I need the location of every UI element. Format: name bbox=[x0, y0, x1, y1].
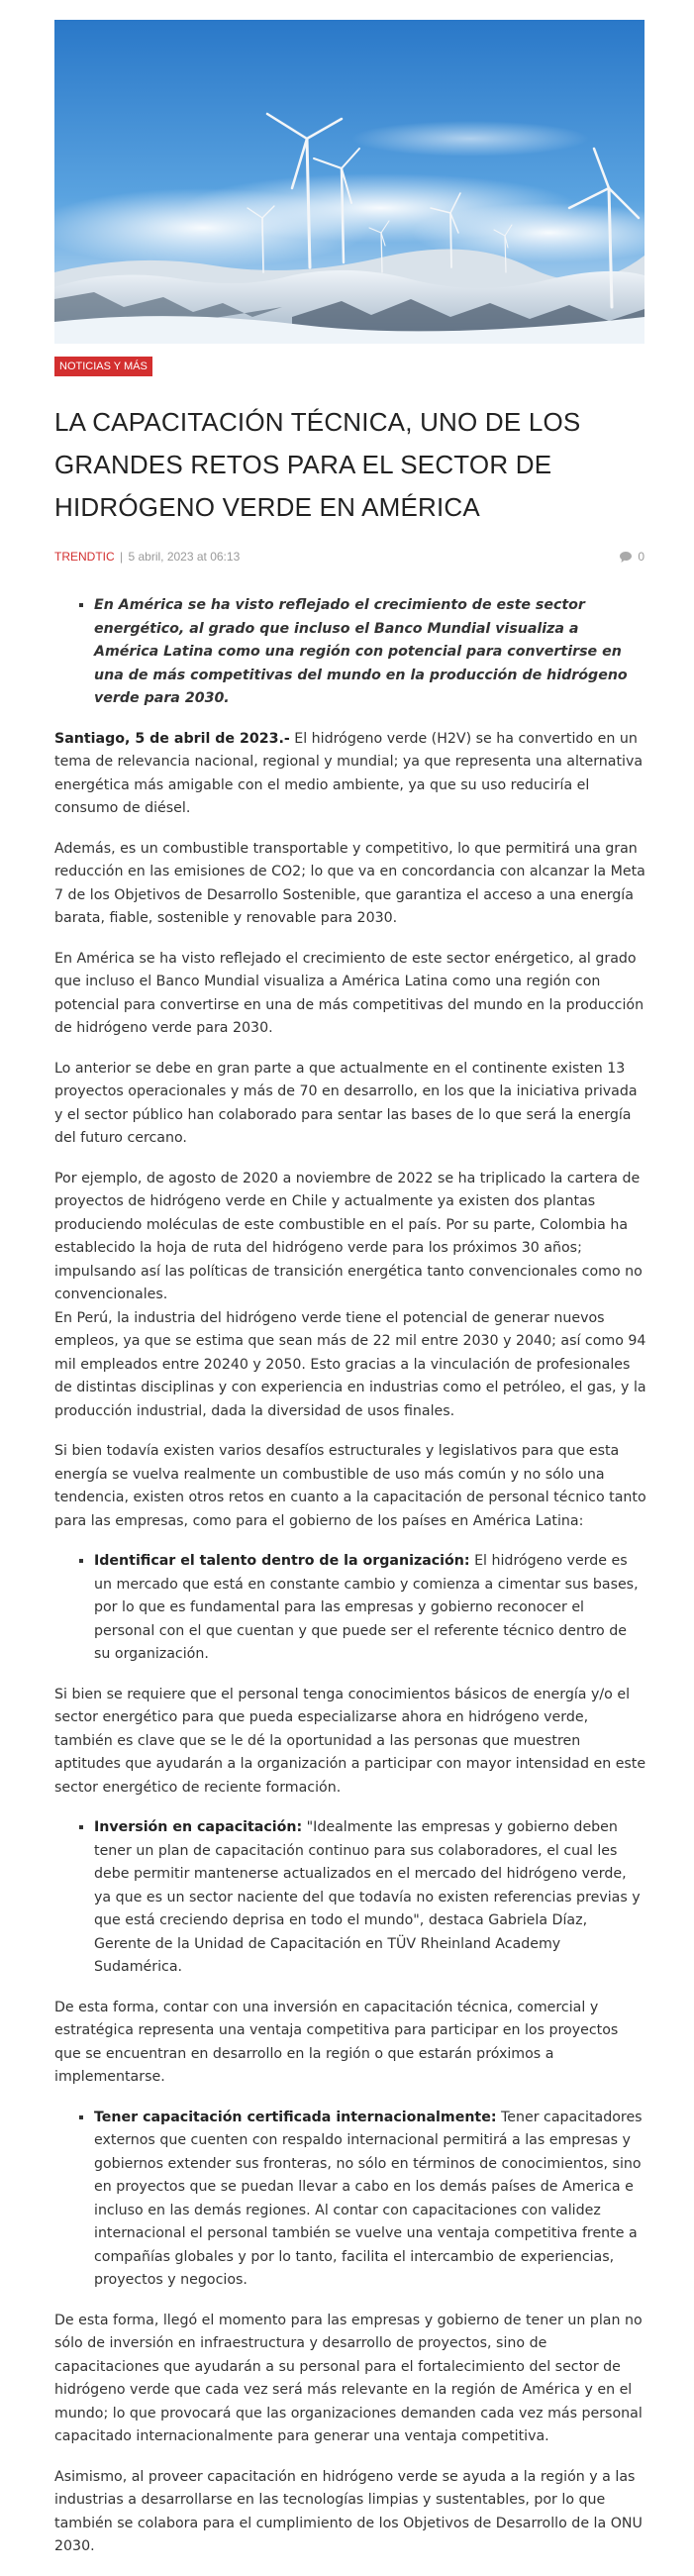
paragraph: De esta forma, llegó el momento para las empresas y gobierno de tener un plan no sólo de inversión en infraestructura y desarrollo de proyectos, sino de capacitaciones que ayudarán a su personal para el fortalecimiento del sector de hidrógeno verde que cada vez será más relevante en la región de América y en el mundo; lo que provocará que las organizaciones demanden cada vez más personal capacitado internacionalmente para generar una ventaja competitiva. bbox=[54, 2312, 643, 2444]
bullet-text: "Idealmente las empresas y gobierno deben tener un plan de capacitación continuo para sus colaboradores, el cual les debe permitir mantenerse actualizados en el mercado del hidrógeno verde, ya que es un sector naciente del que todavía no existen referencias previas y que está creciendo deprisa en todo el mundo", destaca Gabriela Díaz, Gerente de la Unidad de Capacitación en TÜV Rheinland Academy Sudamérica. bbox=[94, 1819, 641, 1975]
bullet-heading: Inversión en capacitación: bbox=[94, 1819, 303, 1835]
article-body bbox=[54, 594, 646, 2576]
paragraph: En América se ha visto reflejado el crecimiento de este sector enérgetico, al grado que incluso el Banco Mundial visualiza a América Latina como una región con potencial para convertirse en una de más competitivas del mundo en la producción de hidrógeno verde para 2030. bbox=[54, 950, 644, 1036]
paragraph: De esta forma, contar con una inversión en capacitación técnica, comercial y estratégica representa una ventaja competitiva para participar en los proyectos que se encuentran en desarrollo en la región o que estarán próximos a implementarse. bbox=[54, 1999, 619, 2085]
paragraph bbox=[54, 1168, 646, 1424]
intro-paragraph bbox=[54, 728, 646, 821]
post-date: 5 abril, 2023 at 06:13 bbox=[128, 550, 241, 564]
list-item bbox=[94, 1550, 646, 1667]
meta-separator: | bbox=[120, 550, 124, 564]
intro-text: El hidrógeno verde (H2V) se ha convertido en un tema de relevancia nacional, regional y mundial; ya que representa una alternativa energética más amigable con el medio ambiente, ya que su uso reduciría el consumo de diésel. bbox=[54, 730, 644, 816]
bullet-text: Tener capacitadores externos que cuenten con respaldo internacional permitirá a las empresas y gobiernos extender sus fronteras, no sólo en términos de conocimientos, sino en proyectos que se puedan llevar a cabo en los demás países de America e incluso en las demás regiones. Al contar con capacitaciones con validez internacional el personal también se vuelve una ventaja competitiva frente a compañías globales y por lo tanto, facilita el intercambio de experiencias, proyectos y negocios. bbox=[94, 2109, 643, 2288]
bullet-heading: Identificar el talento dentro de la organización: bbox=[94, 1553, 470, 1569]
bullet-list bbox=[54, 1816, 646, 1980]
bullet-list bbox=[54, 1550, 646, 1667]
paragraph: Lo anterior se debe en gran parte a que actualmente en el continente existen 13 proyectos operacionales y más de 70 en desarrollo, en los que la iniciativa privada y el sector público han colaborado para sentar las bases de lo que será la energía del futuro cercano. bbox=[54, 1060, 638, 1146]
bullet-heading: Tener capacitación certificada internacionalmente: bbox=[94, 2109, 497, 2125]
comment-icon bbox=[620, 552, 632, 563]
wind-turbines-image bbox=[54, 20, 644, 344]
bullet-text: El hidrógeno verde es un mercado que está en constante cambio y comienza a cimentar sus bases, por lo que es fundamental para las empresas y gobierno reconocer el personal con el que cuentan y que puede ser el referente técnico dentro de su organización. bbox=[94, 1553, 639, 1662]
hero-image bbox=[54, 20, 644, 344]
paragraph-part: Por ejemplo, de agosto de 2020 a noviembre de 2022 se ha triplicado la cartera de proyectos de hidrógeno verde en Chile y actualmente ya existen dos plantas produciendo moléculas de este combustible en el país. Por su parte, Colombia ha establecido la hoja de ruta del hidrógeno verde para los próximos 30 años; impulsando así las políticas de transición energética tanto convencionales como no convencionales. bbox=[54, 1170, 643, 1302]
comments-link[interactable] bbox=[620, 550, 644, 564]
paragraph: Si bien se requiere que el personal tenga conocimientos básicos de energía y/o el sector energético para que pueda especializarse ahora en hidrógeno verde, también es clave que se le dé la oportunidad a las personas que muestren aptitudes que ayudarán a la organización a participar con mayor intensidad en este sector energético de reciente formación. bbox=[54, 1686, 646, 1796]
article-title: LA CAPACITACIÓN TÉCNICA, UNO DE LOS GRANDES RETOS PARA EL SECTOR DE HIDRÓGENO VERDE EN AMÉRICA bbox=[54, 407, 581, 522]
lead-bullet: ▪ En América se ha visto reflejado el crecimiento de este sector energético, al grado que incluso el Banco Mundial visualiza a América Latina como una región con potencial para convertirse en una de más competitivas del mundo en la producción de hidrógeno verde para 2030. bbox=[94, 594, 646, 711]
category-badge[interactable]: NOTICIAS Y MÁS bbox=[54, 357, 152, 376]
paragraph: Además, es un combustible transportable y competitivo, lo que permitirá una gran reducción en las emisiones de CO2; lo que va en concordancia con alcanzar la Meta 7 de los Objetivos de Desarrollo Sostenible, que garantiza el acceso a una energía barata, fiable, sostenible y renovable para 2030. bbox=[54, 840, 645, 926]
list-item bbox=[94, 2107, 646, 2293]
author-link[interactable]: TRENDTIC bbox=[54, 550, 115, 564]
comment-count: 0 bbox=[638, 550, 644, 564]
paragraph: Si bien todavía existen varios desafíos estructurales y legislativos para que esta energía se vuelva realmente un combustible de uso más común y no sólo una tendencia, existen otros retos en cuanto a la capacitación de personal técnico tanto para las empresas, como para el gobierno de los países en América Latina: bbox=[54, 1443, 646, 1529]
paragraph: Asimismo, al proveer capacitación en hidrógeno verde se ayuda a la región y a las industrias a desarrollarse en las tecnologías limpias y sustentables, por lo que también se colabora para el cumplimiento de los Objetivos de Desarrollo de la ONU 2030. bbox=[54, 2468, 643, 2554]
paragraph-part: En Perú, la industria del hidrógeno verde tiene el potencial de generar nuevos empleos, ya que se estima que sean más de 22 mil entre 2030 y 2040; así como 94 mil empleados entre 20240 y 2050. Esto gracias a la vinculación de profesionales de distintas disciplinas y con experiencia en industrias como el petróleo, el gas, y la producción industrial, dada la diversidad de usos finales. bbox=[54, 1309, 646, 1419]
list-item bbox=[94, 1816, 646, 1980]
lead-list bbox=[54, 594, 646, 711]
bullet-list bbox=[54, 2107, 646, 2293]
dateline: Santiago, 5 de abril de 2023.- bbox=[54, 730, 290, 747]
article-meta bbox=[54, 550, 644, 569]
